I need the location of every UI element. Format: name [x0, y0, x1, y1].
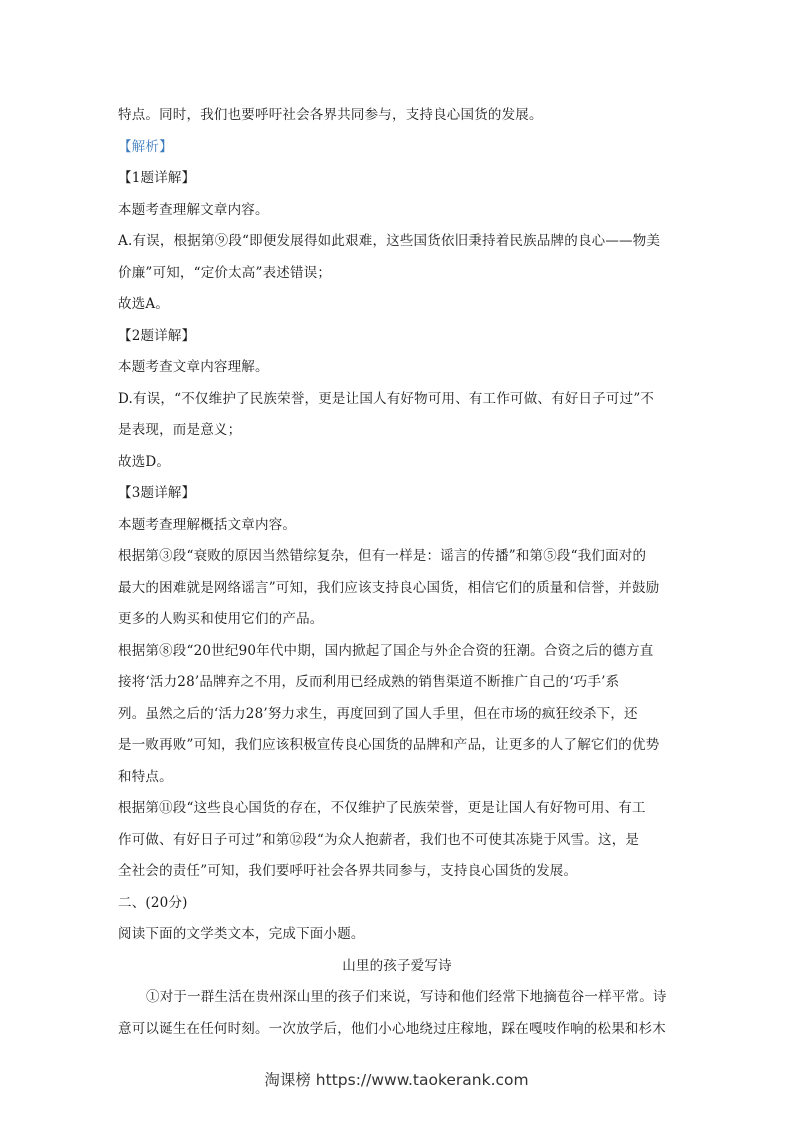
footer-watermark: 淘课榜 https://www.taokerank.com [264, 1071, 529, 1089]
text-line: 最大的困难就是网络谣言”可知，我们应该支持良心国货，相信它们的质量和信誉，并鼓励 [118, 579, 660, 596]
section-instruction: 阅读下面的文学类文本，完成下面小题。 [118, 926, 365, 942]
section-heading: 二、(20分) [118, 894, 188, 911]
text-line: 价廉”可知，“定价太高”表述错误； [118, 264, 332, 281]
text-line: 根据第③段“衰败的原因当然错综复杂，但有一样是：谣言的传播”和第⑤段“我们面对的 [118, 548, 647, 564]
document-body [118, 100, 676, 1045]
text-line: 全社会的责任”可知，我们要呼吁社会各界共同参与，支持良心国货的发展。 [118, 863, 578, 879]
text-line: D.有误，“不仅维护了民族荣誉，更是让国人有好物可用、有工作可做、有好日子可过”不 [118, 390, 655, 407]
text-line: 接将‘活力28’品牌弃之不用，反而利用已经成熟的销售渠道不断推广自己的‘巧手’系 [118, 674, 620, 690]
question-1-heading: 【1题详解】 [118, 170, 196, 186]
answer-line: 故选A。 [118, 296, 170, 312]
text-line: 本题考查文章内容理解。 [118, 359, 269, 375]
text-line: 本题考查理解文章内容。 [118, 201, 269, 218]
text-line: 根据第⑪段“这些良心国货的存在，不仅维护了民族荣誉，更是让国人有好物可用、有工 [118, 800, 646, 816]
article-paragraph-line: 意可以诞生在任何时刻。一次放学后，他们小心地绕过庄稼地，踩在嘎吱作响的松果和杉木 [118, 1020, 666, 1037]
question-3-heading: 【3题详解】 [118, 485, 196, 501]
text-line: 和特点。 [118, 768, 173, 785]
text-line: 作可做、有好日子可过”和第⑫段“为众人抱薪者，我们也不可使其冻毙于风雪。这，是 [118, 831, 640, 848]
question-2-heading: 【2题详解】 [118, 327, 196, 344]
answer-line: 故选D。 [118, 453, 171, 470]
text-line: 根据第⑧段“20世纪90年代中期，国内掀起了国企与外企合资的狂潮。合资之后的德方直 [118, 642, 654, 659]
article-title: 山里的孩子爱写诗 [342, 957, 452, 974]
text-line: 更多的人购买和使用它们的产品。 [118, 611, 324, 627]
text-line: 本题考查理解概括文章内容。 [118, 516, 297, 533]
analysis-heading: 【解析】 [118, 138, 173, 155]
text-line: 列。虽然之后的‘活力28’努力求生，再度回到了国人手里，但在市场的疯狂绞杀下，还 [118, 705, 638, 722]
text-line: 特点。同时，我们也要呼吁社会各界共同参与，支持良心国货的发展。 [118, 107, 543, 123]
text-line: A.有误，根据第⑨段“即便发展得如此艰难，这些国货依旧秉持着民族品牌的良心——物美 [118, 233, 661, 249]
text-line: 是一败再败”可知，我们应该积极宣传良心国货的品牌和产品，让更多的人了解它们的优势 [118, 737, 660, 753]
text-line: 是表现，而是意义； [118, 422, 242, 438]
article-paragraph-line: ①对于一群生活在贵州深山里的孩子们来说，写诗和他们经常下地摘苞谷一样平常。诗 [146, 989, 667, 1005]
